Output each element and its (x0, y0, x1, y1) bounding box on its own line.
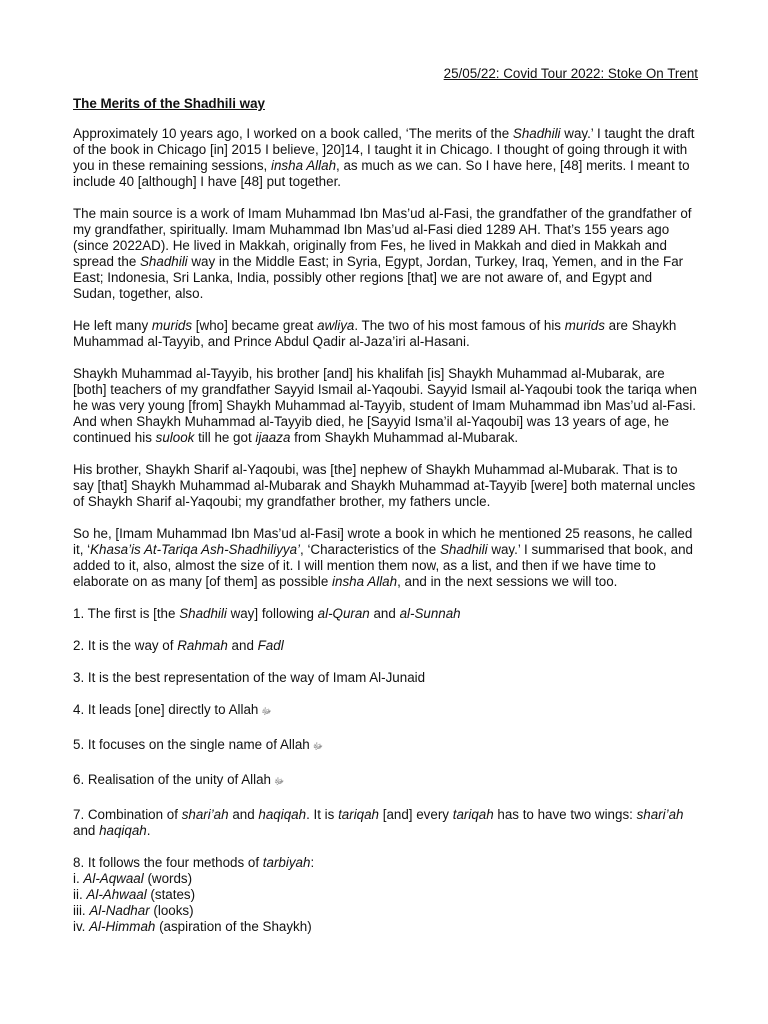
sub-list-item (73, 919, 698, 935)
italic-term: murids (564, 318, 605, 333)
text-run: . It is (306, 807, 339, 822)
italic-term: tariqah (338, 807, 380, 822)
sub-list-item (73, 871, 698, 887)
body-paragraph (73, 206, 698, 302)
merit-item (73, 772, 698, 790)
text-run: (states) (146, 887, 196, 902)
italic-term: tariqah (452, 807, 494, 822)
merit-item (73, 702, 698, 720)
italic-term: Al-Himmah (89, 919, 156, 934)
italic-term: Shadhili (179, 606, 227, 621)
italic-term: al-Quran (317, 606, 370, 621)
text-run: 5. It focuses on the single name of Allah (73, 737, 310, 752)
text-run: i. (73, 871, 84, 886)
text-run: 2. It is the way of (73, 638, 178, 653)
merit-item (73, 855, 698, 935)
text-run: are Shaykh Muhammad al-Tayyib, and Prince Abdul Qadir al-Jaza’iri al-Hasani. (73, 318, 677, 349)
italic-term: Shadhili (439, 542, 488, 557)
sub-list-item (73, 887, 698, 903)
text-run: (aspiration of the Shaykh) (155, 919, 312, 934)
italic-term: haqiqah (99, 823, 147, 838)
text-run: and (228, 807, 259, 822)
italic-term: insha Allah (332, 574, 398, 589)
italic-term: shari’ah (636, 807, 684, 822)
italic-term: sulook (155, 430, 195, 445)
italic-term: al-Sunnah (399, 606, 461, 621)
italic-term: murids (151, 318, 193, 333)
text-run: way] following (226, 606, 318, 621)
tarbiyah-methods-list (73, 871, 698, 935)
body-paragraph (73, 462, 698, 510)
text-run: iii. (73, 903, 90, 918)
text-run: The main source is a work of Imam Muhammad Ibn Mas’ud al-Fasi, the grandfather of the grandfather of my grandfather, spiritually. Imam Muhammad Ibn Mas’ud al-Fasi died 1289 AH. That’s 155 years ago (since 2022AD). He lived in Makkah, originally from Fes, he lived in Makkah and died in Makkah and spread the (73, 206, 692, 269)
text-run: , as much as we can. So I have here, [48] merits. I meant to include 40 [although] I have [48] put together. (73, 158, 690, 189)
body-paragraph (73, 366, 698, 446)
italic-term: insha Allah (271, 158, 337, 173)
italic-term: Shadhili (512, 126, 561, 141)
merit-item (73, 737, 698, 755)
text-run: 3. It is the best representation of the way of Imam Al-Junaid (73, 670, 426, 685)
text-run: (looks) (149, 903, 194, 918)
text-run: So he, [Imam Muhammad Ibn Mas’ud al-Fasi] wrote a book in which he mentioned 25 reasons, he called it, ‘ (73, 526, 693, 557)
italic-term: haqiqah (258, 807, 307, 822)
session-header: 25/05/22: Covid Tour 2022: Stoke On Trent (443, 66, 698, 81)
text-run: 4. It leads [one] directly to Allah (73, 702, 259, 717)
text-run: . The two of his most famous of his (354, 318, 565, 333)
text-run: 8. It follows the four methods of (73, 855, 263, 870)
body-paragraph (73, 318, 698, 350)
italic-term: Rahmah (177, 638, 228, 653)
text-run: He left many (73, 318, 152, 333)
text-run: [and] every (379, 807, 453, 822)
text-run: , ‘Characteristics of the (300, 542, 440, 557)
text-run: and (73, 823, 100, 838)
italic-term: Khasa’is At-Tariqa Ash-Shadhiliyya’ (90, 542, 301, 557)
text-run: and (369, 606, 400, 621)
italic-term: shari’ah (181, 807, 229, 822)
merits-list (73, 606, 698, 935)
italic-term: Al-Ahwaal (86, 887, 147, 902)
text-run: 6. Realisation of the unity of Allah (73, 772, 272, 787)
text-run: from Shaykh Muhammad al-Mubarak. (290, 430, 519, 445)
merit-item (73, 638, 698, 654)
honorific-glyph-icon: ﷻ (261, 707, 272, 717)
text-run: way in the Middle East; in Syria, Egypt, Jordan, Turkey, Iraq, Yemen, and in the Far East; Indonesia, Sri Lanka, India, possibly other regions [that] we are not aware of, and Egypt and Sudan, together, also. (73, 254, 684, 301)
sub-list-item (73, 903, 698, 919)
text-run: Shaykh Muhammad al-Tayyib, his brother [and] his khalifah [is] Shaykh Muhammad al-Mubarak, are [both] teachers of my grandfather Sayyid Ismail al-Yaqoubi. Sayyid Ismail al-Yaqoubi took the tariqa when he was very young [from] Shaykh Muhammad al-Tayyib, student of Imam Muhammad ibn Mas’ud al-Fasi. And when Shaykh Muhammad al-Tayyib died, he [Sayyid Isma’il al-Yaqoubi] was 13 years of age, he continued his (73, 366, 697, 445)
text-run: has to have two wings: (493, 807, 637, 822)
document-page (73, 66, 698, 951)
text-run: : (310, 855, 315, 870)
document-title: The Merits of the Shadhili way (73, 96, 265, 111)
body-paragraphs (73, 126, 698, 590)
text-run: His brother, Shaykh Sharif al-Yaqoubi, was [the] nephew of Shaykh Muhammad al-Mubarak. That is to say [that] Shaykh Muhammad al-Mubarak and Shaykh Muhammad at-Tayyib [were] both maternal uncles of Shaykh Sharif al-Yaqoubi; my grandfather brother, my fathers uncle. (73, 462, 696, 509)
italic-term: ijaaza (255, 430, 291, 445)
italic-term: tarbiyah (262, 855, 311, 870)
merit-item (73, 670, 698, 686)
text-run: , and in the next sessions we will too. (397, 574, 618, 589)
merit-item (73, 807, 698, 839)
text-run: Approximately 10 years ago, I worked on a book called, ‘The merits of the (73, 126, 513, 141)
honorific-glyph-icon: ﷻ (312, 742, 323, 752)
text-run: till he got (194, 430, 256, 445)
italic-term: Shadhili (140, 254, 188, 269)
honorific-glyph-icon: ﷻ (274, 777, 285, 787)
merit-item (73, 606, 698, 622)
text-run: way.’ I summarised that book, and added to it, also, almost the size of it. I will mention them now, as a list, and then if we have time to elaborate on as many [of them] as possible (73, 542, 694, 589)
text-run: and (227, 638, 258, 653)
italic-term: awliya (317, 318, 355, 333)
text-run: 7. Combination of (73, 807, 182, 822)
italic-term: Al-Aqwaal (83, 871, 144, 886)
text-run: (words) (143, 871, 193, 886)
italic-term: Al-Nadhar (89, 903, 150, 918)
text-run: ii. (73, 887, 87, 902)
text-run: 1. The first is [the (73, 606, 180, 621)
body-paragraph (73, 126, 698, 190)
text-run: iv. (73, 919, 90, 934)
text-run: . (146, 823, 151, 838)
body-paragraph (73, 526, 698, 590)
text-run: way.’ I taught the draft of the book in Chicago [in] 2015 I believe, ]20]14, I taught it in Chicago. I thought of going through it with you in these remaining sessions, (73, 126, 695, 173)
text-run: [who] became great (192, 318, 318, 333)
italic-term: Fadl (257, 638, 284, 653)
